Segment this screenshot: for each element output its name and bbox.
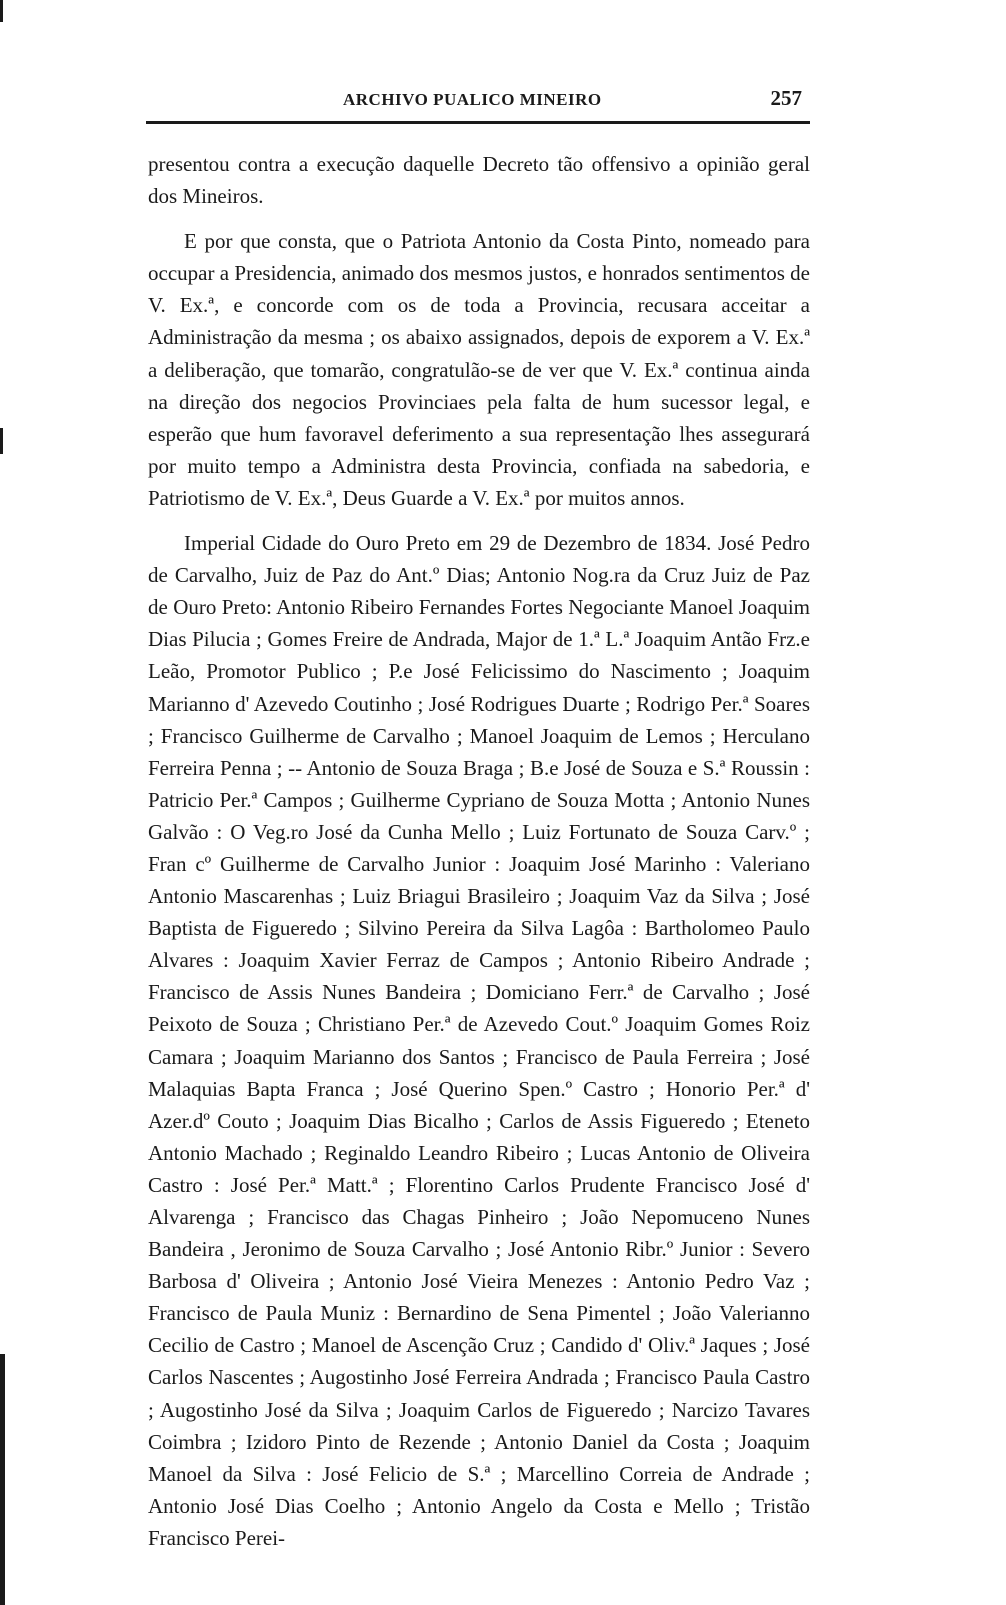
header-rule (146, 121, 810, 124)
paragraph-petition: E por que consta, que o Patriota Antonio da Costa Pinto, nomeado para occupar a Presidencia, animado dos mesmos justos, e honrados sentimentos de V. Ex.ª, e concorde com os de toda a Provincia, recusara acceitar a Administração da mesma ; os abaixo assignados, depois de exporem a V. Ex.ª a deliberação, que tomarão, congratulão-se de ver que V. Ex.ª continua ainda na direção dos negocios Provinciaes pela falta de hum sucessor legal, e esperão que hum favoravel deferimento a sua representação lhes assegurará por muito tempo a Administra desta Provincia, confiada na sabedoria, e Patriotismo de V. Ex.ª, Deus Guarde a V. Ex.ª por muitos annos. (148, 229, 810, 510)
paragraph-signatories: Imperial Cidade do Ouro Preto em 29 de Dezembro de 1834. José Pedro de Carvalho, Juiz de Paz do Ant.º Dias; Antonio Nog.ra da Cruz Juiz de Paz de Ouro Preto: Antonio Ribeiro Fernandes Fortes Negociante Manoel Joaquim Dias Pilucia ; Gomes Freire de Andrada, Major de 1.ª L.ª Joaquim Antão Frz.e Leão, Promotor Publico ; P.e José Felicissimo do Nascimento ; Joaquim Marianno d' Azevedo Coutinho ; José Rodrigues Duarte ; Rodrigo Per.ª Soares ; Francisco Guilherme de Carvalho ; Manoel Joaquim de Lemos ; Herculano Ferreira Penna ; -- Antonio de Souza Braga ; B.e José de Souza e S.ª Roussin : Patricio Per.ª Campos ; Guilherme Cypriano de Souza Motta ; Antonio Nunes Galvão : O Veg.ro José da Cunha Mello ; Luiz Fortunato de Souza Carv.º ; Fran cº Guilherme de Carvalho Junior : Joaquim José Marinho : Valeriano Antonio Mascarenhas ; Luiz Briagui Brasileiro ; Joaquim Vaz da Silva ; José Baptista de Figueredo ; Silvino Pereira da Silva Lagôa : Bartholomeo Paulo Alvares : Joaquim Xavier Ferraz de Campos ; Antonio Ribeiro Andrade ; Francisco de Assis Nunes Bandeira ; Domiciano Ferr.ª de Carvalho ; José Peixoto de Souza ; Christiano Per.ª de Azevedo Cout.º Joaquim Gomes Roiz Camara ; Joaquim Marianno dos Santos ; Francisco de Paula Ferreira ; José Malaquias Bapta Franca ; José Querino Spen.º Castro ; Honorio Per.ª d' Azer.dº Couto ; Joaquim Dias Bicalho ; Carlos de Assis Figueredo ; Eteneto Antonio Machado ; Reginaldo Leandro Ribeiro ; Lucas Antonio de Oliveira Castro : José Per.ª Matt.ª ; Florentino Carlos Prudente Francisco José d' Alvarenga ; Francisco das Chagas Pinheiro ; João Nepomuceno Nunes Bandeira , Jeronimo de Souza Carvalho ; José Antonio Ribr.º Junior : Severo Barbosa d' Oliveira ; Antonio José Vieira Menezes : Antonio Pedro Vaz ; Francisco de Paula Muniz : Bernardino de Sena Pimentel ; João Valerianno Cecilio de Castro ; Manoel de Ascenção Cruz ; Candido d' Oliv.ª Jaques ; José Carlos Nascentes ; Augostinho José Ferreira Andrada ; Francisco Paula Castro ; Augostinho José da Silva ; Joaquim Carlos de Figueredo ; Narcizo Tavares Coimbra ; Izidoro Pinto de Rezende ; Antonio Daniel da Costa ; Joaquim Manoel da Silva : José Felicio de S.ª ; Marcellino Correia de Andrade ; Antonio José Dias Coelho ; Antonio Angelo da Costa e Mello ; Tristão Francisco Perei- (148, 531, 810, 1550)
scan-edge-mark (0, 0, 3, 22)
running-title: ARCHIVO PUALICO MINEIRO (343, 90, 602, 109)
running-head (148, 86, 808, 118)
body-text (148, 148, 810, 1554)
paragraph-continuation: presentou contra a execução daquelle Decreto tão offensivo a opinião geral dos Mineiros. (148, 152, 810, 209)
scan-edge-mark (0, 1354, 5, 1605)
scan-edge-mark (0, 428, 3, 454)
page-number: 257 (770, 86, 802, 110)
